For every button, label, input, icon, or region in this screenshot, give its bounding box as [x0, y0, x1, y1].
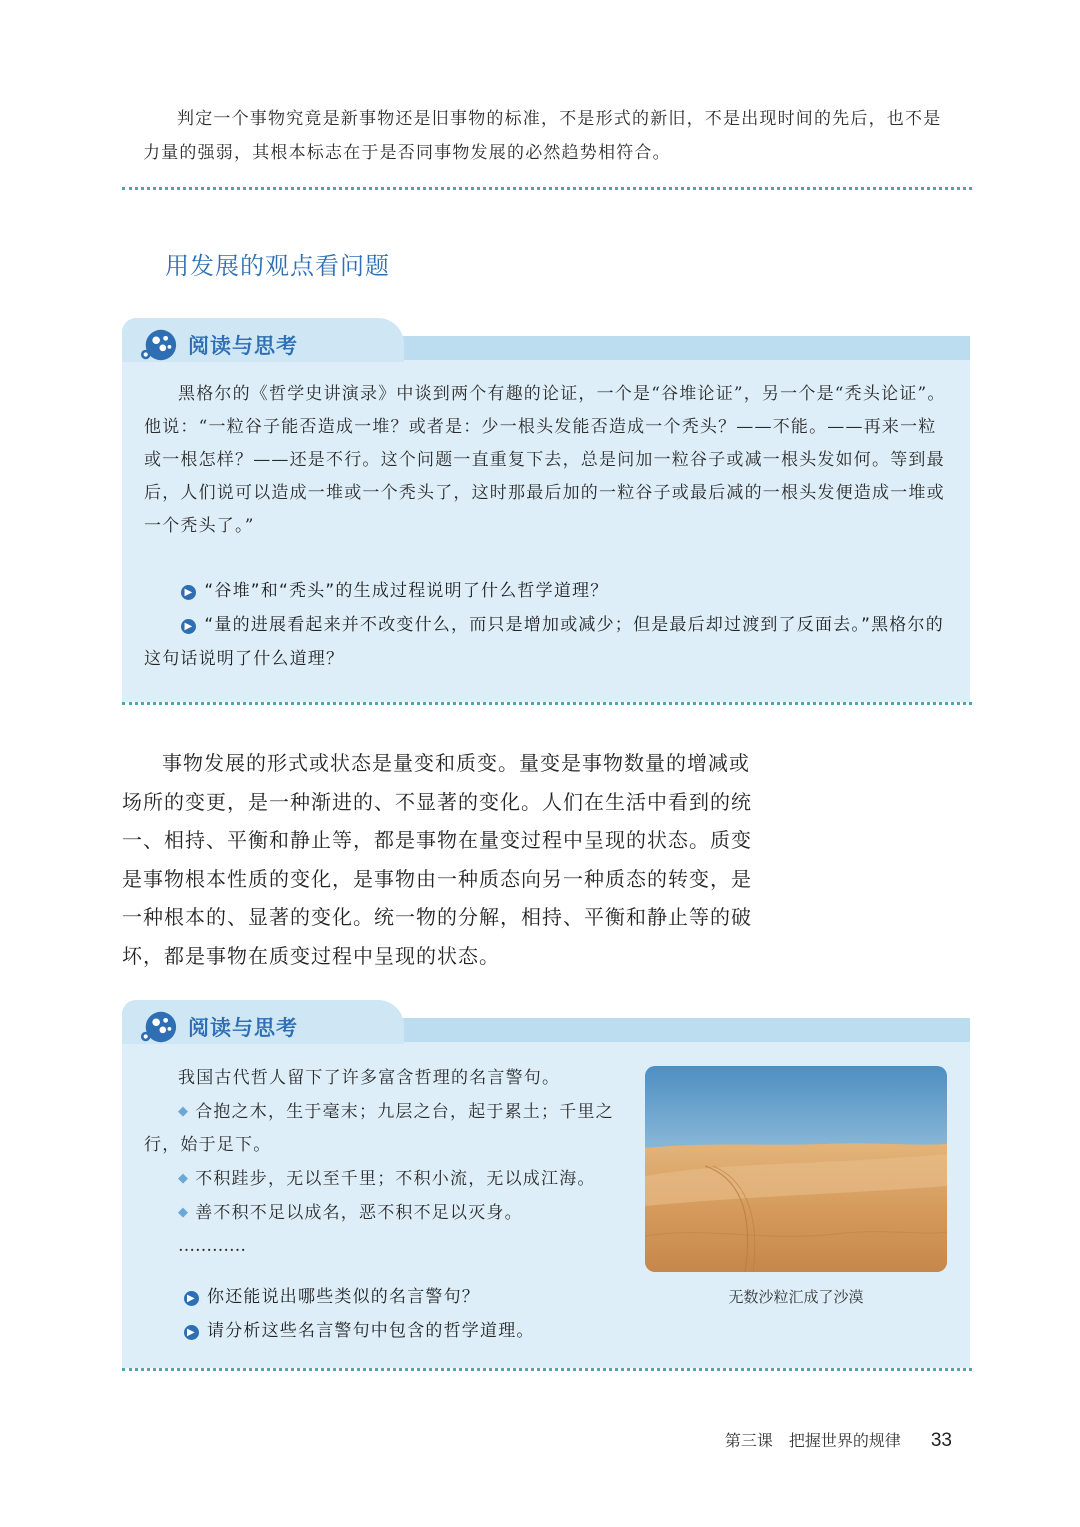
divider — [122, 702, 972, 705]
box-label: 阅读与思考 — [188, 1016, 298, 1040]
diamond-bullet-icon: ◆ — [178, 1104, 190, 1119]
section-title: 用发展的观点看问题 — [165, 252, 390, 280]
reading-think-icon — [140, 1008, 178, 1046]
reading-think-icon — [140, 326, 178, 364]
lesson-title: 第三课 把握世界的规律 — [724, 1431, 901, 1450]
arrow-icon: ▶ — [181, 585, 196, 600]
ellipsis: ………… — [178, 1236, 246, 1256]
reading-box-1 — [122, 336, 970, 702]
desert-photo — [645, 1066, 947, 1272]
page-number: 33 — [930, 1430, 952, 1451]
box-header — [140, 326, 298, 364]
question-list — [144, 574, 950, 676]
quote-item: ◆ 不积跬步，无以至千里；不积小流，无以成江海。 — [178, 1169, 596, 1189]
reading-box-2 — [122, 1018, 970, 1368]
quote-item: ◆ 善不积不足以成名，恶不积不足以灭身。 — [178, 1203, 523, 1223]
arrow-icon: ▶ — [184, 1325, 199, 1340]
question-list — [144, 1280, 624, 1348]
page-footer — [725, 1428, 952, 1452]
question-item: ▶ 你还能说出哪些类似的名言警句？ — [144, 1280, 624, 1314]
arrow-icon: ▶ — [184, 1291, 199, 1306]
question-item: ▶ “谷堆”和“秃头”的生成过程说明了什么哲学道理？ — [144, 574, 950, 608]
quotes-block — [144, 1062, 624, 1263]
box-header — [140, 1008, 298, 1046]
diamond-bullet-icon: ◆ — [178, 1205, 190, 1220]
question-item: ▶ “量的进展看起来并不改变什么，而只是增加或减少；但是最后却过渡到了反面去。”黑格尔的这句话说明了什么道理？ — [144, 615, 944, 669]
quotes-intro: 我国古代哲人留下了许多富含哲理的名言警句。 — [178, 1068, 561, 1088]
intro-paragraph: 判定一个事物究竟是新事物还是旧事物的标准，不是形式的新旧，不是出现时间的先后，也不是力量的强弱，其根本标志在于是否同事物发展的必然趋势相符合。 — [143, 109, 942, 163]
diamond-bullet-icon: ◆ — [178, 1171, 190, 1186]
quote-item: ◆ 合抱之木，生于毫末；九层之台，起于累土；千里之行，始于足下。 — [144, 1102, 614, 1155]
box-label: 阅读与思考 — [188, 334, 298, 358]
hegel-passage: 黑格尔的《哲学史讲演录》中谈到两个有趣的论证，一个是“谷堆论证”，另一个是“秃头论证”。他说：“一粒谷子能否造成一堆？或者是：少一根头发能否造成一个秃头？——不能。——再来一粒或一根怎样？——还是不行。这个问题一直重复下去，总是问加一粒谷子或减一根头发如何。等到最后，人们说可以造成一堆或一个秃头了，这时那最后加的一粒谷子或最后减的一根头发便造成一堆或一个秃头了。” — [144, 384, 946, 536]
arrow-icon: ▶ — [181, 619, 196, 634]
image-caption: 无数沙粒汇成了沙漠 — [728, 1288, 864, 1306]
body-paragraph: 事物发展的形式或状态是量变和质变。量变是事物数量的增减或场所的变更，是一种渐进的、不显著的变化。人们在生活中看到的统一、相持、平衡和静止等，都是事物在量变过程中呈现的状态。质变是事物根本性质的变化，是事物由一种质态向另一种质态的转变，是一种根本的、显著的变化。统一物的分解，相持、平衡和静止等的破坏，都是事物在质变过程中呈现的状态。 — [122, 751, 752, 968]
divider — [122, 1368, 972, 1371]
question-item: ▶ 请分析这些名言警句中包含的哲学道理。 — [144, 1314, 624, 1348]
divider — [122, 187, 972, 190]
